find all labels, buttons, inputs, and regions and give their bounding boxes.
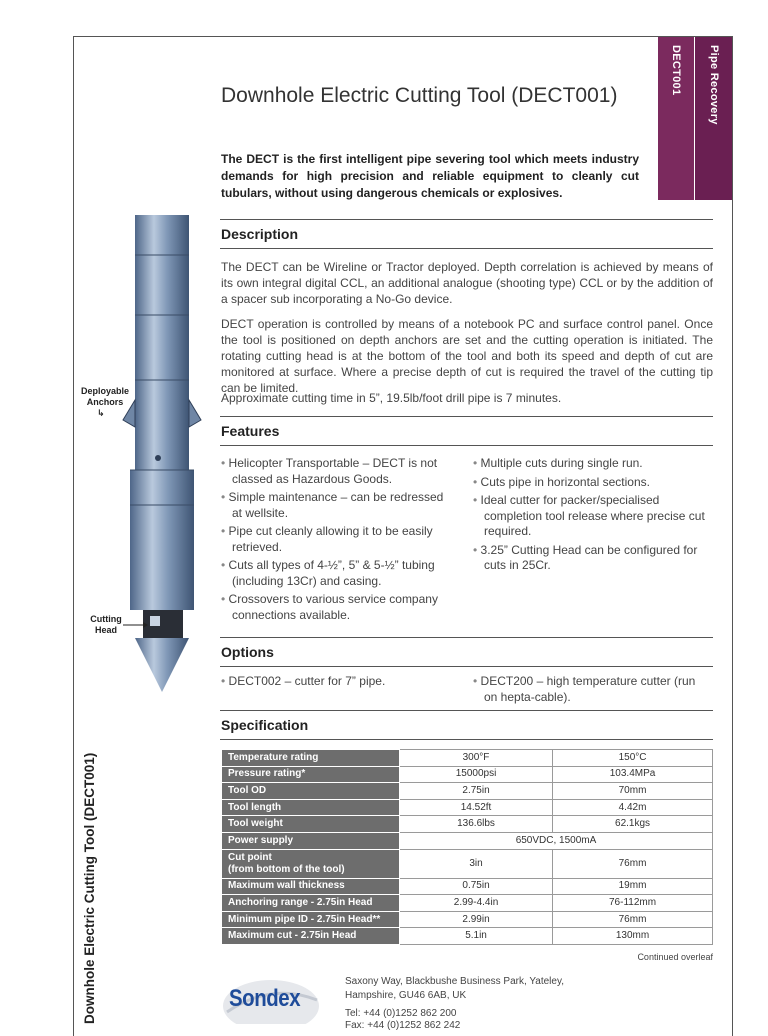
divider xyxy=(220,445,713,446)
list-item: • Multiple cuts during single run. xyxy=(473,456,708,472)
divider xyxy=(220,219,713,220)
list-item: • Cuts all types of 4-½”, 5” & 5-½” tubing (including 13Cr) and casing. xyxy=(221,558,456,589)
address-line: Hampshire, GU46 6AB, UK xyxy=(345,990,467,1001)
vertical-title: Downhole Electric Cutting Tool (DECT001) xyxy=(82,752,97,1024)
cutting-head-callout: Cutting Head xyxy=(90,614,122,635)
divider xyxy=(220,739,713,740)
divider xyxy=(220,710,713,711)
table-row: Pressure rating* 15000psi 103.4MPa xyxy=(222,766,713,783)
features-list-right xyxy=(473,456,708,577)
intro-text: The DECT is the first intelligent pipe severing tool which meets industry demands for high precision and reliable equipment to cleanly cut tubulars, without using dangerous chemicals or explosives. xyxy=(221,152,639,200)
tab-category: Pipe Recovery xyxy=(695,37,732,200)
cutting-head xyxy=(143,610,183,638)
address-line: Saxony Way, Blackbushe Business Park, Yateley, xyxy=(345,976,564,987)
phone-number: Tel: +44 (0)1252 862 200 xyxy=(345,1008,457,1019)
table-row: Maximum wall thickness 0.75in 19mm xyxy=(222,878,713,895)
description-paragraph: Approximate cutting time in 5”, 19.5lb/foot drill pipe is 7 minutes. xyxy=(221,391,562,405)
list-item: • Simple maintenance – can be redressed at wellsite. xyxy=(221,490,456,521)
options-list-left xyxy=(221,674,456,693)
divider xyxy=(220,416,713,417)
table-row: Anchoring range - 2.75in Head 2.99-4.4in 76-112mm xyxy=(222,895,713,912)
table-row: Tool weight 136.6lbs 62.1kgs xyxy=(222,816,713,833)
cutting-head-arrow xyxy=(123,620,148,630)
options-list-right xyxy=(473,674,708,708)
list-item: • DECT200 – high temperature cutter (run on hepta-cable). xyxy=(473,674,708,705)
list-item: • DECT002 – cutter for 7” pipe. xyxy=(221,674,456,690)
table-row: Cut point (from bottom of the tool) 3in 76mm xyxy=(222,849,713,878)
description-heading: Description xyxy=(221,226,299,242)
page-title: Downhole Electric Cutting Tool (DECT001) xyxy=(221,84,618,107)
fax-number: Fax: +44 (0)1252 862 242 xyxy=(345,1020,461,1031)
table-row: Power supply 650VDC, 1500mA xyxy=(222,832,713,849)
description-paragraph: The DECT can be Wireline or Tractor deployed. Depth correlation is achieved by means of its own integral digital CCL, an additional analogue (shooting type) CCL or by the addition of a spacer sub incorporating a No-Go device. xyxy=(221,260,713,306)
specification-table xyxy=(221,749,713,945)
table-row: Maximum cut - 2.75in Head 5.1in 130mm xyxy=(222,928,713,945)
list-item: • Crossovers to various service company connections available. xyxy=(221,592,456,623)
list-item: • Ideal cutter for packer/specialised completion tool release where precise cut required. xyxy=(473,493,708,540)
list-item: • Cuts pipe in horizontal sections. xyxy=(473,475,708,491)
description-paragraph: DECT operation is controlled by means of a notebook PC and surface control panel. Once the tool is positioned on depth anchors are set and the cutting operation is initiated. The rotating cutting head is at the bottom of the tool and both its speed and depth of cut are monitored at surface. Where a precise depth of cut is required the travel of the cutting tip can be limited. xyxy=(221,317,713,395)
specification-heading: Specification xyxy=(221,717,309,733)
options-heading: Options xyxy=(221,644,274,660)
divider xyxy=(220,637,713,638)
continued-note: Continued overleaf xyxy=(637,952,713,962)
sondex-logo: Sondex xyxy=(229,985,301,1012)
anchors-callout: Deployable Anchors ↳ xyxy=(80,386,129,418)
tab-product-code: DECT001 xyxy=(658,37,694,200)
divider xyxy=(220,248,713,249)
list-item: • Pipe cut cleanly allowing it to be easily retrieved. xyxy=(221,524,456,555)
list-item: • Helicopter Transportable – DECT is not classed as Hazardous Goods. xyxy=(221,456,456,487)
table-row: Minimum pipe ID - 2.75in Head** 2.99in 76mm xyxy=(222,911,713,928)
table-row: Temperature rating 300°F 150°C xyxy=(222,750,713,767)
table-row: Tool OD 2.75in 70mm xyxy=(222,783,713,800)
features-list-left xyxy=(221,456,456,626)
features-heading: Features xyxy=(221,423,280,439)
anchor-right xyxy=(189,400,201,427)
divider xyxy=(220,666,713,667)
table-row: Tool length 14.52ft 4.42m xyxy=(222,799,713,816)
list-item: • 3.25” Cutting Head can be configured for cuts in 25Cr. xyxy=(473,543,708,574)
